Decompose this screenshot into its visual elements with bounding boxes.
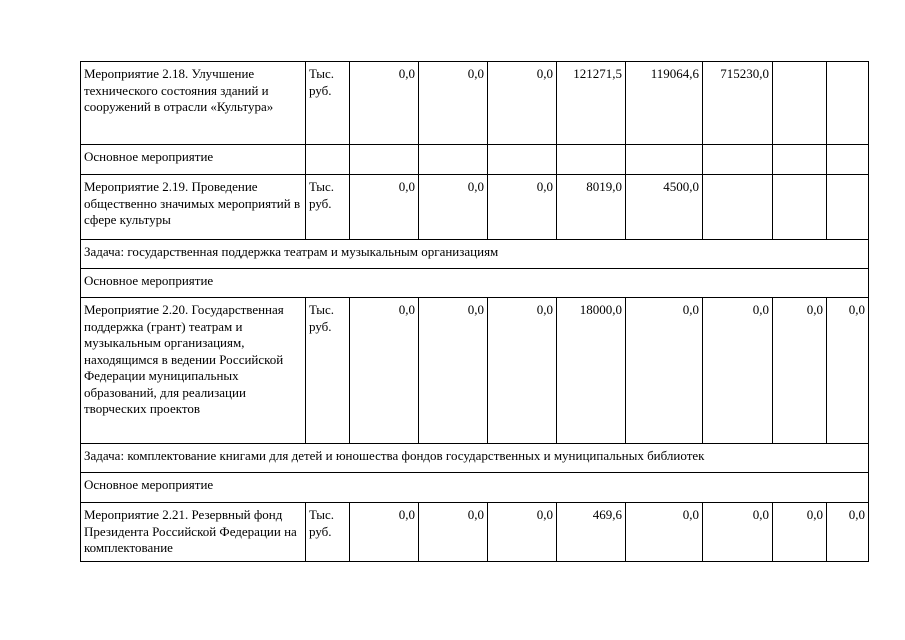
value-cell: 0,0 — [626, 503, 703, 562]
table-row-task — [81, 444, 869, 473]
value-cell: 8019,0 — [557, 175, 626, 240]
value-cell: 0,0 — [703, 298, 773, 444]
value-cell: 469,6 — [557, 503, 626, 562]
value-cell: 0,0 — [488, 298, 557, 444]
table-row-2-18 — [81, 62, 869, 145]
value-cell: 0,0 — [419, 503, 488, 562]
section-label: Основное мероприятие — [81, 473, 869, 503]
value-cell — [773, 62, 827, 145]
value-cell: 0,0 — [488, 175, 557, 240]
value-cell: 0,0 — [703, 503, 773, 562]
value-cell — [827, 175, 869, 240]
table-row-main-activity — [81, 473, 869, 503]
budget-table — [80, 61, 869, 562]
value-cell: 4500,0 — [626, 175, 703, 240]
value-cell — [773, 175, 827, 240]
task-label: Задача: комплектование книгами для детей и юношества фондов государственных и муниципальных библиотек — [81, 444, 869, 473]
value-cell: 0,0 — [419, 62, 488, 145]
value-cell: 0,0 — [350, 62, 419, 145]
value-cell: 0,0 — [773, 298, 827, 444]
empty-cell — [488, 145, 557, 175]
unit-cell: Тыс. руб. — [306, 298, 350, 444]
measure-name: Мероприятие 2.19. Проведение общественно значимых мероприятий в сфере культуры — [81, 175, 306, 240]
task-label: Задача: государственная поддержка театрам и музыкальным организациям — [81, 240, 869, 269]
table-row-2-19 — [81, 175, 869, 240]
unit-cell: Тыс. руб. — [306, 62, 350, 145]
value-cell: 119064,6 — [626, 62, 703, 145]
empty-cell — [827, 145, 869, 175]
value-cell: 18000,0 — [557, 298, 626, 444]
empty-cell — [419, 145, 488, 175]
table-row-task — [81, 240, 869, 269]
value-cell: 715230,0 — [703, 62, 773, 145]
unit-cell: Тыс. руб. — [306, 175, 350, 240]
value-cell: 0,0 — [350, 175, 419, 240]
table-row-2-20 — [81, 298, 869, 444]
section-label: Основное мероприятие — [81, 269, 869, 298]
value-cell: 0,0 — [827, 503, 869, 562]
table-row-main-activity — [81, 145, 869, 175]
empty-cell — [626, 145, 703, 175]
empty-cell — [773, 145, 827, 175]
unit-cell: Тыс. руб. — [306, 503, 350, 562]
value-cell: 121271,5 — [557, 62, 626, 145]
empty-cell — [350, 145, 419, 175]
measure-name: Мероприятие 2.21. Резервный фонд Президента Российской Федерации на комплектование — [81, 503, 306, 562]
value-cell: 0,0 — [419, 175, 488, 240]
value-cell — [827, 62, 869, 145]
value-cell — [703, 175, 773, 240]
value-cell: 0,0 — [488, 62, 557, 145]
value-cell: 0,0 — [773, 503, 827, 562]
empty-cell — [557, 145, 626, 175]
value-cell: 0,0 — [419, 298, 488, 444]
value-cell: 0,0 — [626, 298, 703, 444]
measure-name: Мероприятие 2.20. Государственная поддержка (грант) театрам и музыкальным организациям, находящимся в ведении Российской Федерации муниципальных образований, для реализации творческих проектов — [81, 298, 306, 444]
value-cell: 0,0 — [350, 298, 419, 444]
empty-cell — [703, 145, 773, 175]
value-cell: 0,0 — [350, 503, 419, 562]
section-label: Основное мероприятие — [81, 145, 306, 175]
table-row-2-21 — [81, 503, 869, 562]
value-cell: 0,0 — [827, 298, 869, 444]
empty-cell — [306, 145, 350, 175]
value-cell: 0,0 — [488, 503, 557, 562]
table-row-main-activity — [81, 269, 869, 298]
measure-name: Мероприятие 2.18. Улучшение технического состояния зданий и сооружений в отрасли «Культура» — [81, 62, 306, 145]
